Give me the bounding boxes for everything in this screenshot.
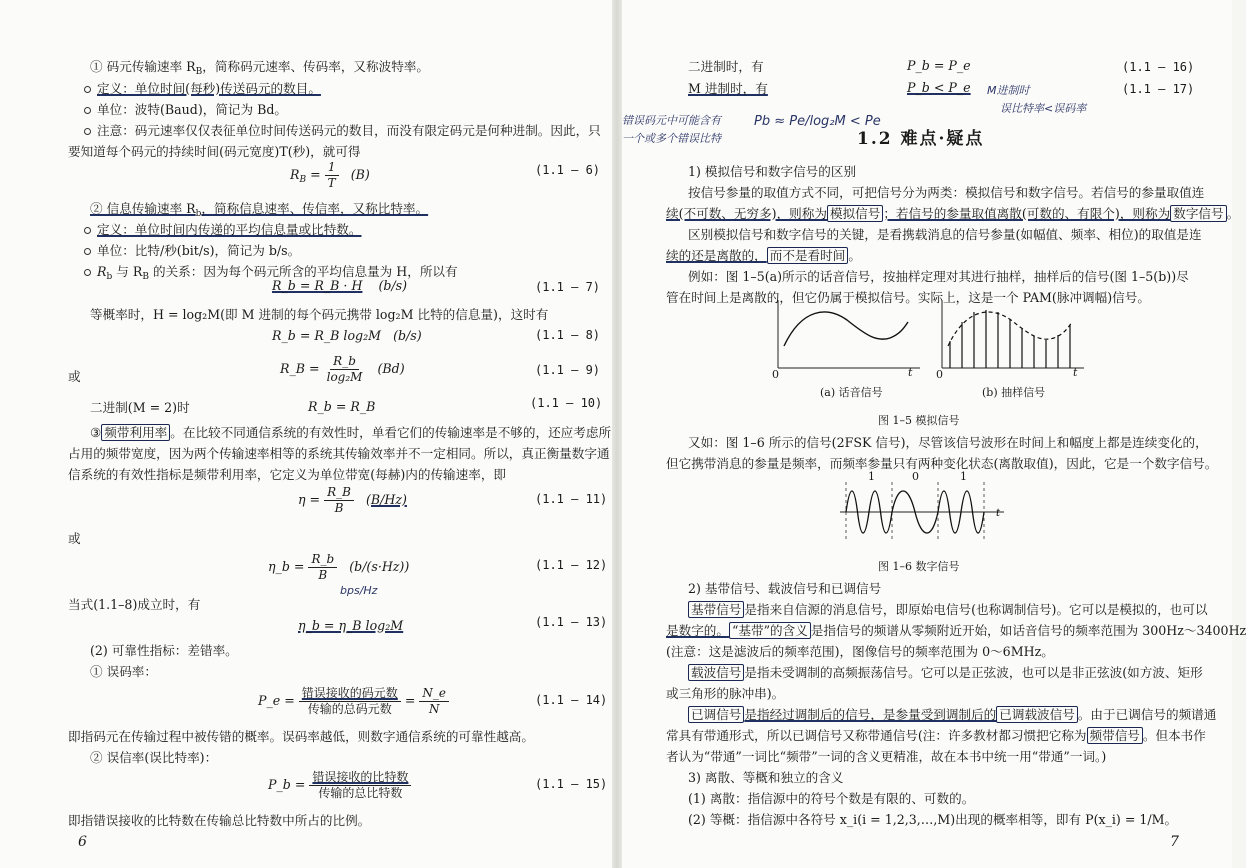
equation-number-7: (1.1 – 7) <box>535 280 601 294</box>
modulated-para-1: 已调信号 是指经过调制后的信号，是参量受到调制后的 已调载波信号 。由于已调信号的频谱通 <box>688 706 1216 724</box>
equation-1-1-14: P_e = $\frac{\text{错误接收的码元数}}{\text{传输的总码元数}}$ = $\frac{N\_e}{N}$ <box>258 686 449 717</box>
carrier-para-2: 或三角形的脉冲串)。 <box>666 686 785 701</box>
handwritten-note-m-ary: M进制时 <box>987 84 1030 97</box>
code-rate-note: 注意：码元速率仅仅表征单位时间传送码元的数目，而没有限定码元是何种进制。因此，只 <box>84 122 601 140</box>
code-rate-unit: 单位：波特(Baud)，简记为 Bd。 <box>84 101 287 119</box>
handwritten-note-ber: 误比特率<误码率 <box>1000 102 1087 115</box>
equation-1-1-13: η_b = η_B log₂M <box>298 618 404 633</box>
equiprobable-text: 等概率时，H = log₂M(即 M 进制的每个码元携带 log₂M 比特的信息量)，这时有 <box>90 307 549 322</box>
equation-number-17: (1.1 – 17) <box>1122 82 1195 96</box>
equation-number-13: (1.1 – 13) <box>535 615 608 629</box>
baseband-para-2: 是数字的。 “基带”的含义 是指信号的频谱从零频附近开始，如话音信号的频率范围为 300Hz～3400Hz <box>666 623 1246 638</box>
equation-number-15: (1.1 – 15) <box>535 777 608 791</box>
right-page <box>622 0 1246 868</box>
subsection-3: 3) 离散、等概和独立的含义 <box>688 770 844 785</box>
discrete-definition: (1) 离散：指信源中的符号个数是有限的、可数的。 <box>688 791 975 806</box>
equation-number-14: (1.1 – 14) <box>535 693 608 707</box>
page-number-right: 7 <box>1170 834 1179 850</box>
fig-1-5a-origin: 0 <box>772 368 779 381</box>
equation-number-11: (1.1 – 11) <box>535 492 608 506</box>
book-gutter <box>612 0 622 868</box>
fig-1-5b-origin: 0 <box>936 368 943 381</box>
m-ary-case-label: M 进制时，有 <box>688 81 768 96</box>
ber-explanation: 即指错误接收的比特数在传输总比特数中所占的比例。 <box>68 813 371 828</box>
or-label-2: 或 <box>68 531 81 546</box>
handwritten-note-2: 一个或多个错误比特 <box>622 132 721 145</box>
code-rate-heading: ① 码元传输速率 $R_B$，简称码元速率、传码率，又称波特率。 <box>90 59 429 77</box>
para-1: 按信号参量的取值方式不同，可把信号分为两类：模拟信号和数字信号。若信号的参量取值连 <box>688 185 1205 200</box>
para-8: 但它携带消息的参量是频率，而频率参量只有两种变化状态(离散取值)，因此，它是一个数字信号。 <box>666 456 1218 471</box>
binary-case: 二进制(M = 2)时 <box>90 400 190 415</box>
fig-1-6-bit-2: 0 <box>912 470 919 483</box>
figure-1-5a-voice-signal <box>772 298 922 378</box>
when-eq-holds: 当式(1.1–8)成立时，有 <box>68 597 201 612</box>
symbol-error-heading: ① 误码率： <box>90 664 157 679</box>
figure-1-6-fsk-signal <box>840 482 1006 542</box>
figure-1-5-title: 图 1–5 模拟信号 <box>878 414 960 427</box>
equation-number-10: (1.1 – 10) <box>530 396 603 410</box>
svg-text:t: t <box>996 508 1001 519</box>
figure-1-5b-sampled-signal <box>936 298 1086 378</box>
fig-1-5b-t-axis: t <box>1073 366 1078 379</box>
modulated-para-3: 者认为“带通”一词比“频带”一词的含义更精准，故在本书中统一用“带通”一词。) <box>666 749 1107 764</box>
equation-1-1-15: P_b = $\frac{\text{错误接收的比特数}}{\text{传输的总比特数}}$ <box>268 770 411 801</box>
baseband-para-1: 基带信号 是指来自信源的消息信号，即原始电信号(也称调制信号)。它可以是模拟的，也可以 <box>688 601 1208 619</box>
para-2: 续(不可数、无穷多)，则称为 模拟信号 ；若信号的参量取值离散(可数的、有限个)，则称为 数字信号 。 <box>666 206 1240 221</box>
baseband-para-3: (注意：这是滤波后的频率范围)，图像信号的频率范围为 0～6MHz。 <box>666 644 1054 659</box>
left-page <box>0 0 612 868</box>
equation-number-9: (1.1 – 9) <box>535 363 601 377</box>
info-rate-unit: 单位：比特/秒(bit/s)，简记为 b/s。 <box>84 242 300 260</box>
code-rate-definition: 定义：单位时间(每秒)传送码元的数目。 <box>84 80 321 98</box>
equation-number-16: (1.1 – 16) <box>1122 60 1195 74</box>
equation-1-1-12: η_b = $\frac{R\_b}{B}$ (b/(s·Hz)) <box>268 552 410 582</box>
fig-1-6-bit-3: 1 <box>960 470 967 483</box>
equation-1-1-7: R_b = R_B · H (b/s) <box>272 278 408 293</box>
equation-1-1-8: R_b = R_B log₂M (b/s) <box>272 328 422 343</box>
figure-1-6-title: 图 1–6 数字信号 <box>878 560 960 573</box>
binary-case-label: 二进制时，有 <box>688 59 764 74</box>
para-6: 管在时间上是离散的，但它仍属于模拟信号。实际上，这是一个 PAM(脉冲调幅)信号。 <box>666 290 1150 305</box>
carrier-para-1: 载波信号 是指未受调制的高频振荡信号。它可以是正弦波，也可以是非正弦波(如方波、矩形 <box>688 664 1203 682</box>
equation-number-12: (1.1 – 12) <box>535 558 608 572</box>
para-7: 又如：图 1–6 所示的信号(2FSK 信号)，尽管该信号波形在时间上和幅度上都是连续变化的， <box>688 435 1208 450</box>
reliability-heading: (2) 可靠性指标：差错率。 <box>90 643 238 658</box>
equation-1-1-9: R_B = $\frac{R\_b}{\text{log₂M}}$ (Bd) <box>280 354 405 384</box>
equation-1-1-16: P_b = P_e <box>907 58 971 73</box>
handwritten-note-1: 错误码元中可能含有 <box>622 114 721 127</box>
or-label: 或 <box>68 369 81 384</box>
para-4: 续的还是离散的， 而不是看时间 。 <box>666 248 861 263</box>
handwritten-formula: Pb ≈ Pe/log₂M < Pe <box>754 114 881 129</box>
equation-1-1-10: R_b = R_B <box>308 399 376 414</box>
equation-1-1-6: $R_B$ = $\frac{1}{T}$ (B) <box>290 160 370 190</box>
handwritten-bps-hz: bps/Hz <box>340 584 378 597</box>
fig-1-5b-caption: (b) 抽样信号 <box>982 386 1046 399</box>
bandwidth-efficiency-heading: ③ 频带利用率 。在比较不同通信系统的有效性时，单看它们的传输速率是不够的，还应考虑所 <box>90 425 612 440</box>
fig-1-5a-t-axis: t <box>908 366 913 379</box>
info-rate-definition: 定义：单位时间内传递的平均信息量或比特数。 <box>84 221 361 239</box>
equation-1-1-11: η = $\frac{R\_B}{B}$ (B/Hz) <box>298 485 407 515</box>
modulated-para-2: 常具有带通形式，所以已调信号又称带通信号(注：许多教材都习惯把它称为 频带信号 。但本书作 <box>666 728 1206 743</box>
rb-rB-relation: $R_b$ 与 $R_B$ 的关系：因为每个码元所含的平均信息量为 H，所以有 <box>84 263 458 286</box>
ser-explanation: 即指码元在传输过程中被传错的概率。误码率越低，则数字通信系统的可靠性越高。 <box>68 729 534 744</box>
subsection-1: 1) 模拟信号和数字信号的区别 <box>688 164 857 179</box>
bandwidth-efficiency-text-3: 信系统的有效性指标是频带利用率，它定义为单位带宽(每赫)内的传输速率，即 <box>68 467 507 482</box>
equiprobable-definition: (2) 等概：指信源中各符号 x_i(i = 1,2,3,…,M)出现的概率相等，即有 P(x_i) = 1/M。 <box>688 812 1178 827</box>
info-rate-heading: ② 信息传输速率 $R_b$，简称信息速率、传信率，又称比特率。 <box>90 201 429 219</box>
bit-error-heading: ② 误信率(误比特率)： <box>90 750 218 765</box>
fig-1-6-bit-1: 1 <box>868 470 875 483</box>
equation-number-8: (1.1 – 8) <box>535 328 601 342</box>
page-number-left: 6 <box>78 834 87 850</box>
para-3: 区别模拟信号和数字信号的关键，是看携载消息的信号参量(如幅值、频率、相位)的取值是连 <box>688 227 1202 242</box>
subsection-2: 2) 基带信号、载波信号和已调信号 <box>688 581 882 596</box>
fig-1-5a-caption: (a) 话音信号 <box>820 386 883 399</box>
bandwidth-efficiency-text-2: 占用的频带宽度，因为两个传输速率相等的系统其传输效率并不一定相同。所以，真正衡量数字通 <box>68 446 610 461</box>
para-5: 例如：图 1–5(a)所示的话音信号，按抽样定理对其进行抽样，抽样后的信号(图 1–5(b))尽 <box>688 269 1189 284</box>
code-rate-note-cont: 要知道每个码元的持续时间(码元宽度)T(秒)，就可得 <box>68 144 361 159</box>
equation-number-6: (1.1 – 6) <box>535 163 601 177</box>
equation-1-1-17: P_b < P_e <box>907 80 971 95</box>
section-title: 1.2 难点·疑点 <box>857 129 985 149</box>
